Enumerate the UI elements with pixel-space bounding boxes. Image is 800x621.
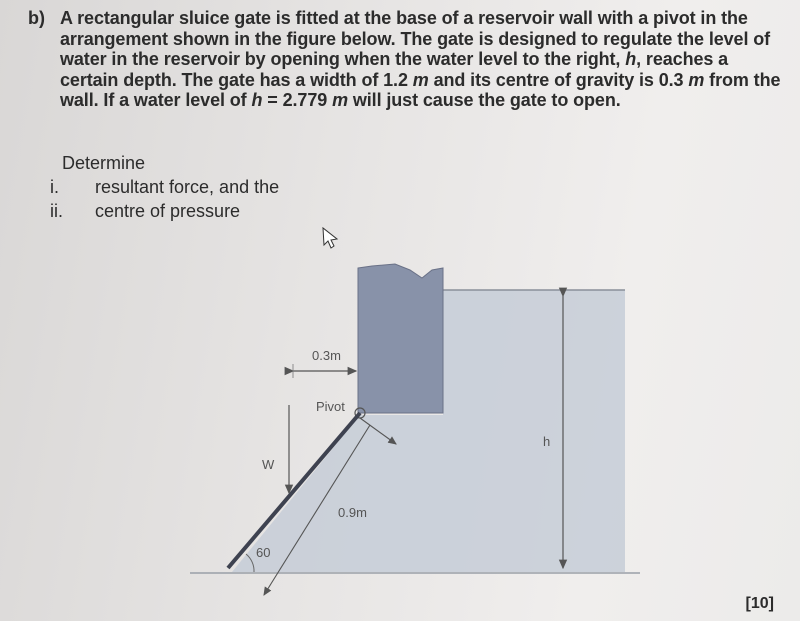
cursor-icon	[323, 228, 337, 248]
reservoir-wall	[358, 264, 443, 413]
weight-label: W	[262, 457, 275, 472]
item-text: centre of pressure	[95, 201, 241, 221]
pivot-label: Pivot	[316, 399, 345, 414]
item-number: i.	[50, 177, 59, 197]
question-text: A rectangular sluice gate is fitted at the base of a reservoir wall with a pivot in the arrangement shown in the figure below. The gate is designed to regulate the level of water in the reservoir by opening when the water level to the right, h, reaches a certain depth. The gate has a width of 1.2 m and its centre of gravity is 0.3 m from the wall. If a water level of h = 2.779 m will just cause the gate to open.	[60, 8, 781, 110]
label-03m: 0.3m	[312, 348, 341, 363]
angle-label: 60	[256, 545, 271, 560]
item-number: ii.	[50, 201, 63, 221]
determine-heading: Determine	[62, 153, 146, 173]
label-09m: 0.9m	[338, 505, 367, 520]
h-label: h	[543, 434, 551, 449]
question-label: b)	[28, 8, 45, 28]
item-text: resultant force, and the	[95, 177, 280, 197]
marks-label: [10]	[745, 595, 774, 612]
